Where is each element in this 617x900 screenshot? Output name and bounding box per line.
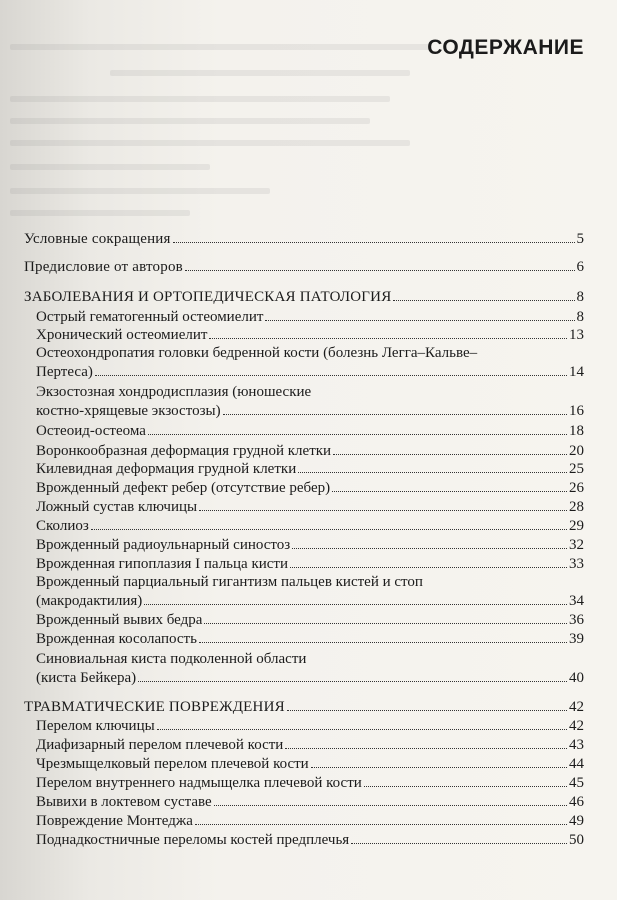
dot-leader	[332, 480, 567, 492]
toc-page-number: 16	[569, 403, 584, 419]
toc-page-number: 20	[569, 443, 584, 459]
bleed-through-mark	[10, 96, 390, 102]
toc-page-number: 42	[569, 718, 584, 734]
toc-entry-title-line1: Врожденный парциальный гигантизм пальцев кистей и стоп	[36, 574, 423, 590]
toc-entry-title: Чрезмыщелковый перелом плечевой кости	[36, 756, 309, 772]
dot-leader	[148, 423, 567, 435]
toc-entry[interactable]	[0, 536, 617, 554]
bleed-through-mark	[10, 188, 270, 194]
toc-entry[interactable]	[0, 831, 617, 849]
dot-leader	[185, 259, 575, 271]
toc-entry-title: Условные сокращения	[24, 231, 171, 247]
dot-leader	[223, 403, 567, 415]
toc-entry-title: Врожденный дефект ребер (отсутствие ребер)	[36, 480, 331, 496]
toc-entry[interactable]	[0, 592, 617, 610]
dot-leader	[333, 443, 567, 455]
toc-page-number: 26	[569, 480, 584, 496]
toc-entry-title: Пертеса)	[36, 364, 93, 380]
dot-leader	[95, 364, 567, 376]
dot-leader	[351, 832, 567, 844]
toc-page-number: 28	[569, 499, 584, 515]
dot-leader	[91, 518, 567, 530]
toc-page-number: 6	[576, 259, 584, 275]
dot-leader	[209, 327, 567, 339]
toc-page-number: 29	[569, 518, 584, 534]
toc-entry[interactable]	[0, 812, 617, 830]
toc-entry-title: Повреждение Монтеджа	[36, 813, 193, 829]
toc-page-number: 13	[569, 327, 584, 343]
toc-page-number: 39	[569, 631, 584, 647]
dot-leader	[285, 737, 567, 749]
dot-leader	[199, 499, 567, 511]
toc-page-number: 43	[569, 737, 584, 753]
toc-entry[interactable]	[0, 630, 617, 648]
toc-page-number: 8	[576, 309, 584, 325]
toc-entry-title-line1: Остеохондропатия головки бедренной кости (болезнь Легга–Кальве–	[36, 345, 478, 361]
toc-entry-title: Перелом внутреннего надмыщелка плечевой кости	[36, 775, 362, 791]
toc-entry[interactable]	[0, 669, 617, 687]
dot-leader	[364, 775, 567, 787]
toc-section-entry[interactable]	[0, 698, 617, 716]
dot-leader	[287, 699, 567, 711]
dot-leader	[292, 537, 567, 549]
toc-section-entry[interactable]	[0, 258, 617, 276]
dot-leader	[393, 289, 574, 301]
toc-page-number: 32	[569, 537, 584, 553]
toc-page-number: 45	[569, 775, 584, 791]
toc-entry-title-line1: Экзостозная хондродисплазия (юношеские	[36, 384, 312, 400]
dot-leader	[199, 631, 567, 643]
toc-page-number: 46	[569, 794, 584, 810]
dot-leader	[298, 461, 567, 473]
toc-entry-line1	[0, 650, 617, 668]
toc-entry-title: костно-хрящевые экзостозы)	[36, 403, 221, 419]
toc-entry[interactable]	[0, 363, 617, 381]
toc-entry-title: Предисловие от авторов	[24, 259, 183, 275]
toc-entry-title: Врожденная гипоплазия I пальца кисти	[36, 556, 289, 572]
toc-page-number: 40	[569, 670, 584, 686]
toc-page-number: 34	[569, 593, 584, 609]
toc-entry-title: ЗАБОЛЕВАНИЯ И ОРТОПЕДИЧЕСКАЯ ПАТОЛОГИЯ	[24, 289, 392, 305]
toc-entry-title-line1: Синовиальная киста подколенной области	[36, 651, 307, 667]
toc-entry[interactable]	[0, 479, 617, 497]
dot-leader	[138, 670, 567, 682]
toc-entry[interactable]	[0, 717, 617, 735]
toc-entry-title: Врожденная косолапость	[36, 631, 197, 647]
toc-entry-title: (макродактилия)	[36, 593, 143, 609]
toc-entry-title: Острый гематогенный остеомиелит	[36, 309, 264, 325]
toc-entry[interactable]	[0, 555, 617, 573]
toc-page-number: 5	[576, 231, 584, 247]
toc-entry[interactable]	[0, 422, 617, 440]
toc-entry-line1	[0, 573, 617, 591]
toc-page-number: 50	[569, 832, 584, 848]
dot-leader	[157, 718, 567, 730]
bleed-through-mark	[10, 118, 370, 124]
toc-entry-title: Диафизарный перелом плечевой кости	[36, 737, 284, 753]
toc-entry-title: (киста Бейкера)	[36, 670, 137, 686]
toc-entry[interactable]	[0, 774, 617, 792]
toc-entry-title: ТРАВМАТИЧЕСКИЕ ПОВРЕЖДЕНИЯ	[24, 699, 285, 715]
toc-section-entry[interactable]	[0, 288, 617, 306]
toc-entry-title: Сколиоз	[36, 518, 89, 534]
toc-entry[interactable]	[0, 326, 617, 344]
toc-section-entry[interactable]	[0, 230, 617, 248]
dot-leader	[311, 756, 567, 768]
dot-leader	[265, 309, 574, 321]
toc-page-number: 44	[569, 756, 584, 772]
toc-page-number: 42	[569, 699, 584, 715]
toc-entry[interactable]	[0, 755, 617, 773]
toc-entry-title: Врожденный радиоульнарный синостоз	[36, 537, 291, 553]
dot-leader	[195, 813, 567, 825]
toc-entry-title: Остеоид-остеома	[36, 423, 146, 439]
bleed-through-mark	[10, 164, 210, 170]
bleed-through-mark	[10, 210, 190, 216]
toc-entry[interactable]	[0, 460, 617, 478]
toc-entry[interactable]	[0, 498, 617, 516]
toc-entry-title: Поднадкостничные переломы костей предплечья	[36, 832, 350, 848]
bleed-through-mark	[10, 140, 410, 146]
toc-page-number: 18	[569, 423, 584, 439]
toc-entry[interactable]	[0, 793, 617, 811]
dot-leader	[204, 612, 567, 624]
toc-entry-title: Воронкообразная деформация грудной клетки	[36, 443, 332, 459]
toc-page-number: 33	[569, 556, 584, 572]
toc-entry[interactable]	[0, 442, 617, 460]
toc-entry-title: Вывихи в локтевом суставе	[36, 794, 212, 810]
toc-entry[interactable]	[0, 517, 617, 535]
page-title: СОДЕРЖАНИЕ	[427, 36, 584, 59]
dot-leader	[173, 231, 575, 243]
toc-entry-title: Врожденный вывих бедра	[36, 612, 203, 628]
toc-entry[interactable]	[0, 308, 617, 326]
toc-entry[interactable]	[0, 736, 617, 754]
toc-entry-title: Килевидная деформация грудной клетки	[36, 461, 297, 477]
toc-page-number: 8	[576, 289, 584, 305]
bleed-through-mark	[110, 70, 410, 76]
toc-entry[interactable]	[0, 611, 617, 629]
dot-leader	[144, 593, 567, 605]
dot-leader	[214, 794, 567, 806]
toc-page-number: 25	[569, 461, 584, 477]
toc-page-number: 36	[569, 612, 584, 628]
toc-page-number: 49	[569, 813, 584, 829]
toc-entry-title: Перелом ключицы	[36, 718, 155, 734]
toc-page-number: 14	[569, 364, 584, 380]
toc-entry-title: Ложный сустав ключицы	[36, 499, 198, 515]
toc-entry-line1	[0, 344, 617, 362]
dot-leader	[290, 556, 567, 568]
toc-entry-title: Хронический остеомиелит	[36, 327, 208, 343]
toc-entry-line1	[0, 383, 617, 401]
toc-entry[interactable]	[0, 402, 617, 420]
